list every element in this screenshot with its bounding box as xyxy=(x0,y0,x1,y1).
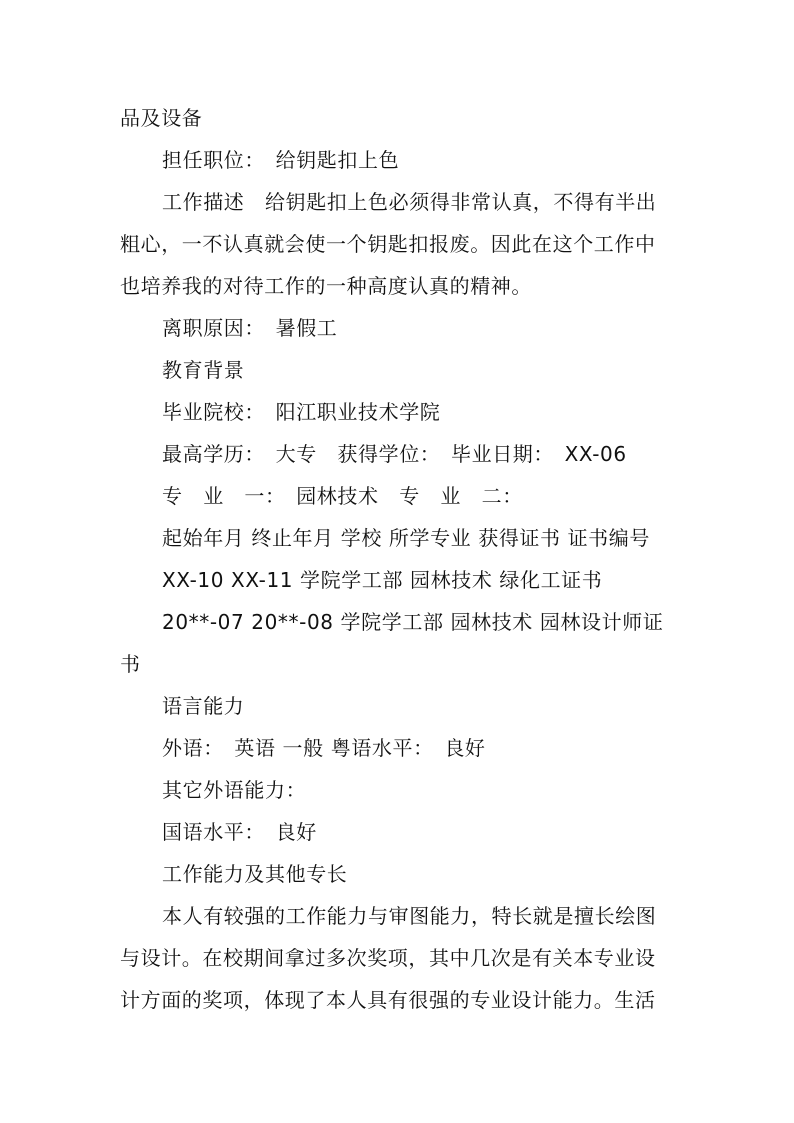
text-line-education-header: 起始年月 终止年月 学校 所学专业 获得证书 证书编号 xyxy=(162,526,650,550)
section-heading-language: 语言能力 xyxy=(162,694,245,718)
text-line-job-description: 工作描述 给钥匙扣上色必须得非常认真，不得有半出 xyxy=(162,190,657,214)
text-line-job-description-cont-2: 也培养我的对待工作的一种高度认真的精神。 xyxy=(120,274,532,298)
text-line-major: 专 业 一： 园林技术 专 业 二： xyxy=(162,484,523,508)
section-heading-skills: 工作能力及其他专长 xyxy=(162,862,348,886)
section-heading-education: 教育背景 xyxy=(162,358,245,382)
text-line-mandarin: 国语水平： 良好 xyxy=(162,820,317,844)
text-line-foreign-language: 外语： 英语 一般 粤语水平： 良好 xyxy=(162,736,486,760)
text-line-position: 担任职位： 给钥匙扣上色 xyxy=(162,148,400,172)
text-line-skills-3: 计方面的奖项，体现了本人具有很强的专业设计能力。生活 xyxy=(120,988,656,1012)
text-line-skills-1: 本人有较强的工作能力与审图能力，特长就是擅长绘图 xyxy=(162,904,657,928)
text-line-job-description-cont-1: 粗心，一不认真就会使一个钥匙扣报废。因此在这个工作中 xyxy=(120,232,656,256)
text-line-school: 毕业院校： 阳江职业技术学院 xyxy=(162,400,441,424)
text-line-education-row-2-cont: 书 xyxy=(120,652,141,676)
text-line-skills-2: 与设计。在校期间拿过多次奖项，其中几次是有关本专业设 xyxy=(120,946,656,970)
text-line-equipment: 品及设备 xyxy=(120,106,203,130)
text-line-degree: 最高学历： 大专 获得学位： 毕业日期： XX-06 xyxy=(162,442,627,466)
text-line-other-language: 其它外语能力： xyxy=(162,778,307,802)
text-line-leave-reason: 离职原因： 暑假工 xyxy=(162,316,338,340)
text-line-education-row-2: 20**-07 20**-08 学院学工部 园林技术 园林设计师证 xyxy=(162,610,664,634)
text-line-education-row-1: XX-10 XX-11 学院学工部 园林技术 绿化工证书 xyxy=(162,568,603,592)
